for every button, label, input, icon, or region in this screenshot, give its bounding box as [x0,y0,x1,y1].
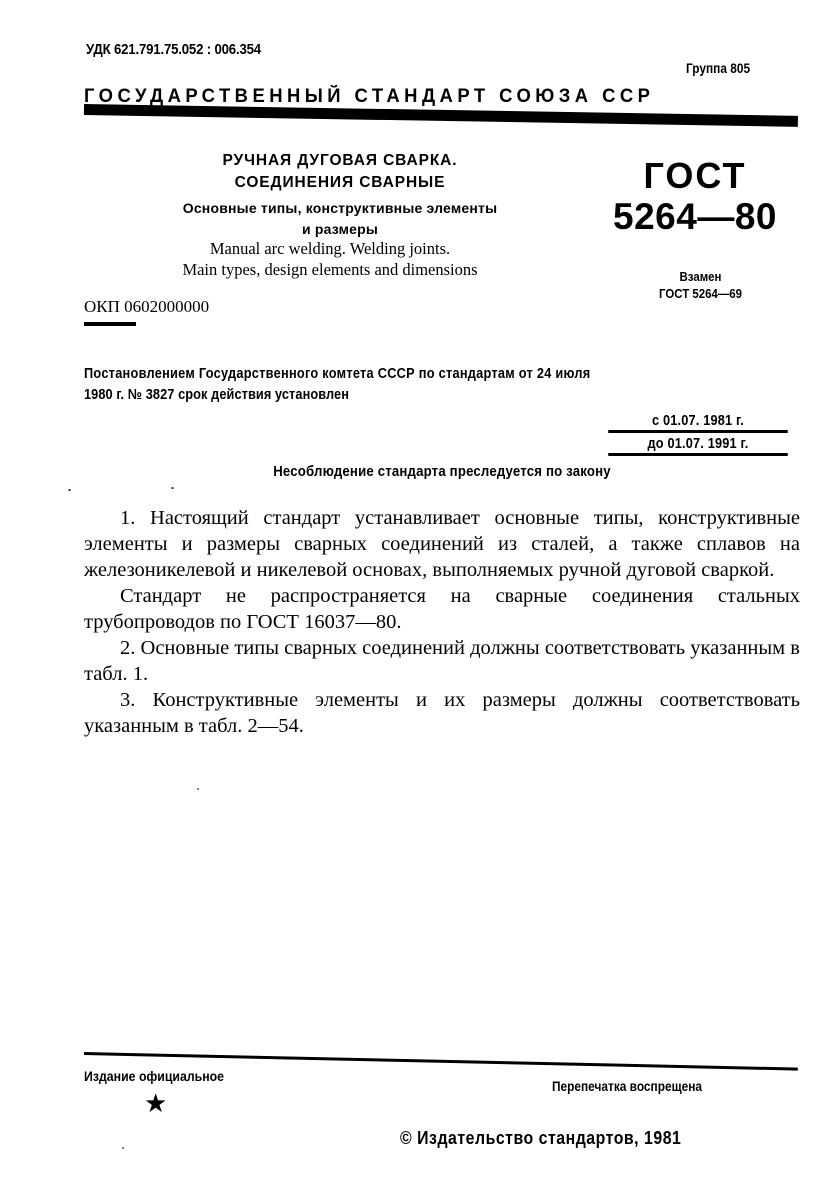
replaces-label: Взамен [679,269,722,284]
body-paragraph: 3. Конструктивные элементы и их размеры должны соответствовать указанным в табл. 2—54. [84,689,800,737]
title-main-line-2: СОЕДИНЕНИЯ СВАРНЫЕ [234,174,446,191]
scan-speck [122,1147,124,1149]
scan-speck [197,788,199,790]
group-code: Группа 805 [686,61,751,76]
body-paragraph: Стандарт не распространяется на сварные соединения стальных трубопроводов по ГОСТ 16037—80. [84,585,800,633]
decree-line-1: Постановлением Государственного комтета СССР по стандартам от 24 июля [84,366,591,382]
decree-line-2: 1980 г. № 3827 срок действия установлен [84,387,350,403]
title-subtitle [140,198,540,240]
standard-label: ГОСТ [643,155,747,196]
okp-underline-mark [84,322,136,326]
valid-to-date: до 01.07. 1991 г. [608,436,788,456]
edition-note: Издание официальное [84,1068,225,1084]
title-sub-line-2: и размеры [301,221,379,237]
title-eng-line-2: Main types, design elements and dimensions [182,260,478,279]
okp-code: ОКП 0602000000 [84,297,210,316]
body-paragraph: 1. Настоящий стандарт устанавливает основные типы, конструктивные элементы и размеры сварных соединений из сталей, а также сплавов на железоникелевой и никелевой основах, выполняемых ручной дуговой сваркой. [84,507,800,581]
decree-text [84,364,714,406]
body-content [84,505,800,739]
legal-warning: Несоблюдение стандарта преследуется по закону [273,463,611,480]
udk-code: УДК 621.791.75.052 : 006.354 [86,41,261,58]
title-sub-line-1: Основные типы, конструктивные элементы [182,200,498,216]
star-icon: ★ [144,1088,168,1118]
state-standard-banner: ГОСУДАРСТВЕННЫЙ СТАНДАРТ СОЮЗА ССР [84,86,655,107]
replaces-value: ГОСТ 5264—69 [659,286,742,301]
replaces-block [593,268,809,302]
copyright-note: © Издательство стандартов, 1981 [400,1128,682,1148]
title-main-line-1: РУЧНАЯ ДУГОВАЯ СВАРКА. [222,152,458,169]
valid-from-date: с 01.07. 1981 г. [608,413,788,433]
standard-number: 5264—80 [613,196,777,237]
validity-dates [596,413,800,456]
title-main [150,150,530,194]
scan-speck [68,489,71,491]
scan-speck [171,487,174,489]
body-paragraph: 2. Основные типы сварных соединений должны соответствовать указанным в табл. 1. [84,637,800,685]
title-english [120,238,540,280]
reprint-note: Перепечатка воспрещена [552,1079,702,1094]
title-eng-line-1: Manual arc welding. Welding joints. [209,239,451,258]
